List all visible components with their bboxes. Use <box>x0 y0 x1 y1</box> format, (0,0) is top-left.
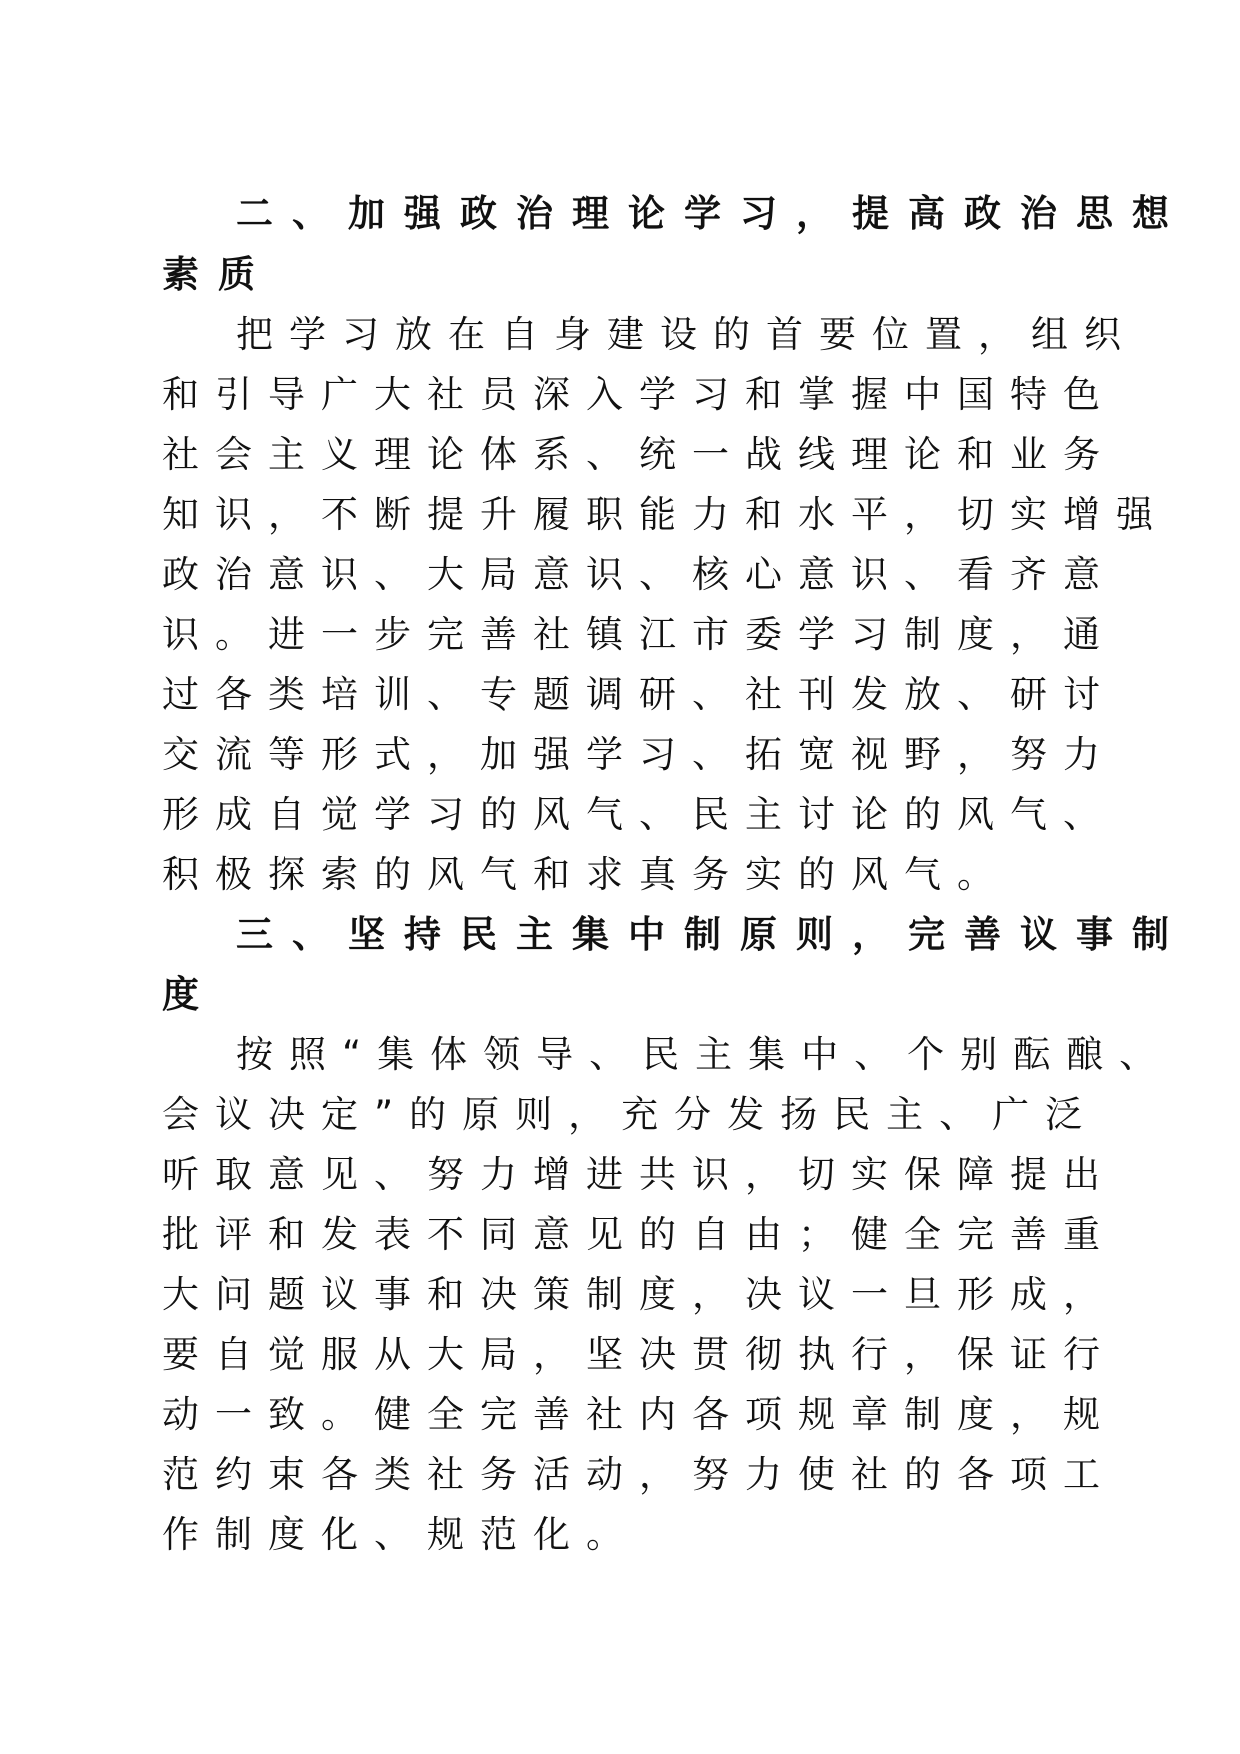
section-3-heading-line-1: 三、坚持民主集中制原则，完善议事制 <box>236 913 1188 956</box>
section-3-body-line-8: 范约束各类社务活动，努力使社的各项工 <box>162 1453 1116 1496</box>
section-2-body-line-3: 社会主义理论体系、统一战线理论和业务 <box>162 433 1116 476</box>
section-3-body-line-5: 大问题议事和决策制度，决议一旦形成， <box>162 1273 1116 1316</box>
section-3-body-line-7: 动一致。健全完善社内各项规章制度，规 <box>162 1393 1116 1436</box>
section-2-body-line-10: 积极探索的风气和求真务实的风气。 <box>162 853 1010 896</box>
section-2-body-line-9: 形成自觉学习的风气、民主讨论的风气、 <box>162 793 1116 836</box>
section-2-body-line-6: 识。进一步完善社镇江市委学习制度，通 <box>162 613 1116 656</box>
section-3-body-line-9: 作制度化、规范化。 <box>162 1513 639 1556</box>
section-3-body-line-6: 要自觉服从大局，坚决贯彻执行，保证行 <box>162 1333 1116 1376</box>
section-2-heading-line-2: 素质 <box>162 253 274 296</box>
section-3-body-line-2: 会议决定”的原则，充分发扬民主、广泛 <box>162 1093 1099 1136</box>
section-2-body-line-7: 过各类培训、专题调研、社刊发放、研讨 <box>162 673 1116 716</box>
section-2-body-line-5: 政治意识、大局意识、核心意识、看齐意 <box>162 553 1116 596</box>
section-3-body-line-1: 按照“集体领导、民主集中、个别酝酿、 <box>236 1033 1173 1076</box>
section-3-heading-line-2: 度 <box>162 973 218 1016</box>
section-2-body-line-8: 交流等形式，加强学习、拓宽视野，努力 <box>162 733 1116 776</box>
section-2-body-line-1: 把学习放在自身建设的首要位置，组织 <box>236 313 1137 356</box>
section-3-body-line-4: 批评和发表不同意见的自由；健全完善重 <box>162 1213 1116 1256</box>
section-2-heading-line-1: 二、加强政治理论学习，提高政治思想 <box>236 192 1188 235</box>
section-2-body-line-4: 知识，不断提升履职能力和水平，切实增强 <box>162 493 1169 536</box>
section-3-body-line-3: 听取意见、努力增进共识，切实保障提出 <box>162 1153 1116 1196</box>
section-2-body-line-2: 和引导广大社员深入学习和掌握中国特色 <box>162 373 1116 416</box>
